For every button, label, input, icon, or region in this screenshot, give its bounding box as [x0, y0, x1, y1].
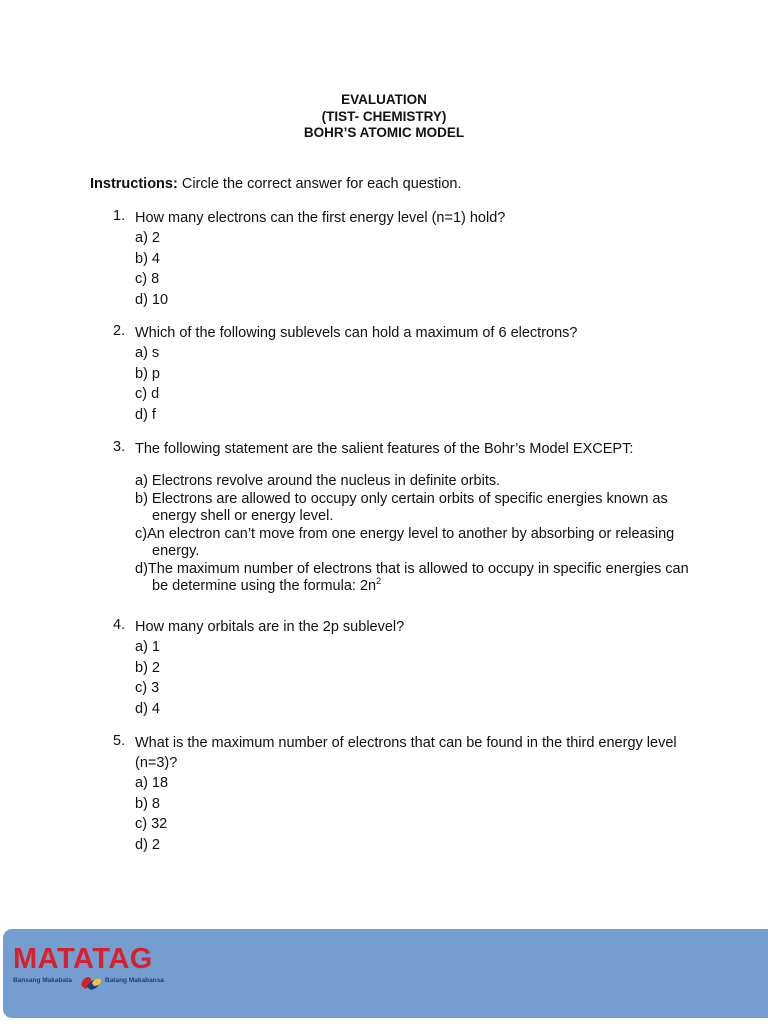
option-list — [135, 473, 693, 596]
option-a[interactable]: a) 1 — [135, 639, 160, 655]
logo-wordmark: MATATAG — [13, 943, 153, 975]
title-evaluation: EVALUATION — [341, 92, 427, 107]
document-title — [0, 92, 768, 142]
hands-icon — [79, 973, 103, 991]
question-2 — [113, 323, 693, 426]
question-text: The following statement are the salient features of the Bohr’s Model EXCEPT: — [135, 441, 634, 457]
option-a[interactable]: a) s — [135, 345, 160, 361]
title-subject: (TIST- CHEMISTRY) — [321, 108, 447, 124]
question-number: 2. — [113, 323, 126, 339]
option-b[interactable]: b) Electrons are allowed to occupy only certain orbits of specific energies known as energy shell or energy level. — [135, 490, 668, 524]
question-4 — [113, 617, 693, 720]
matatag-logo — [13, 943, 173, 1003]
logo-tagline-left: Bansang Makabata — [13, 977, 72, 984]
question-text: How many electrons can the first energy level (n=1) hold? — [135, 210, 506, 226]
option-b[interactable]: b) p — [135, 365, 160, 382]
instructions — [90, 175, 462, 193]
option-c[interactable]: c) 32 — [135, 816, 168, 833]
question-5 — [113, 733, 693, 856]
option-a[interactable]: a) 2 — [135, 230, 160, 246]
option-d[interactable]: d) 10 — [135, 292, 169, 309]
option-c[interactable]: c)An electron can’t move from one energy level to another by absorbing or releasing energy. — [135, 525, 675, 559]
option-c[interactable]: c) 3 — [135, 680, 160, 697]
question-number: 4. — [113, 617, 126, 633]
question-number: 3. — [113, 439, 126, 455]
option-c[interactable]: c) d — [135, 386, 160, 403]
instructions-label: Instructions: — [90, 176, 178, 192]
option-d[interactable] — [135, 561, 693, 596]
option-d-text: d)The maximum number of electrons that is allowed to occupy in specific energies can be determine using the formula: 2n — [135, 560, 689, 594]
question-text: How many orbitals are in the 2p sublevel? — [135, 619, 405, 635]
instructions-text: Circle the correct answer for each question. — [177, 176, 462, 192]
formula-superscript: 2 — [376, 576, 382, 586]
question-3 — [113, 439, 693, 596]
question-text: Which of the following sublevels can hold a maximum of 6 electrons? — [135, 325, 578, 341]
option-b[interactable]: b) 2 — [135, 659, 160, 676]
logo-tagline-right: Batang Makabansa — [105, 977, 164, 984]
question-text: What is the maximum number of electrons that can be found in the third energy level (n=3)? — [135, 735, 677, 771]
title-topic: BOHR’S ATOMIC MODEL — [303, 125, 465, 140]
option-b[interactable]: b) 4 — [135, 250, 160, 267]
option-c[interactable]: c) 8 — [135, 271, 160, 288]
option-d[interactable]: d) f — [135, 407, 156, 424]
option-d[interactable]: d) 2 — [135, 837, 160, 854]
question-1 — [113, 208, 693, 311]
option-d[interactable]: d) 4 — [135, 701, 160, 718]
option-b[interactable]: b) 8 — [135, 795, 160, 812]
question-number: 1. — [113, 208, 126, 224]
option-a[interactable]: a) Electrons revolve around the nucleus in definite orbits. — [135, 473, 501, 489]
footer-band — [3, 929, 768, 1018]
option-a[interactable]: a) 18 — [135, 775, 169, 791]
question-number: 5. — [113, 733, 126, 749]
